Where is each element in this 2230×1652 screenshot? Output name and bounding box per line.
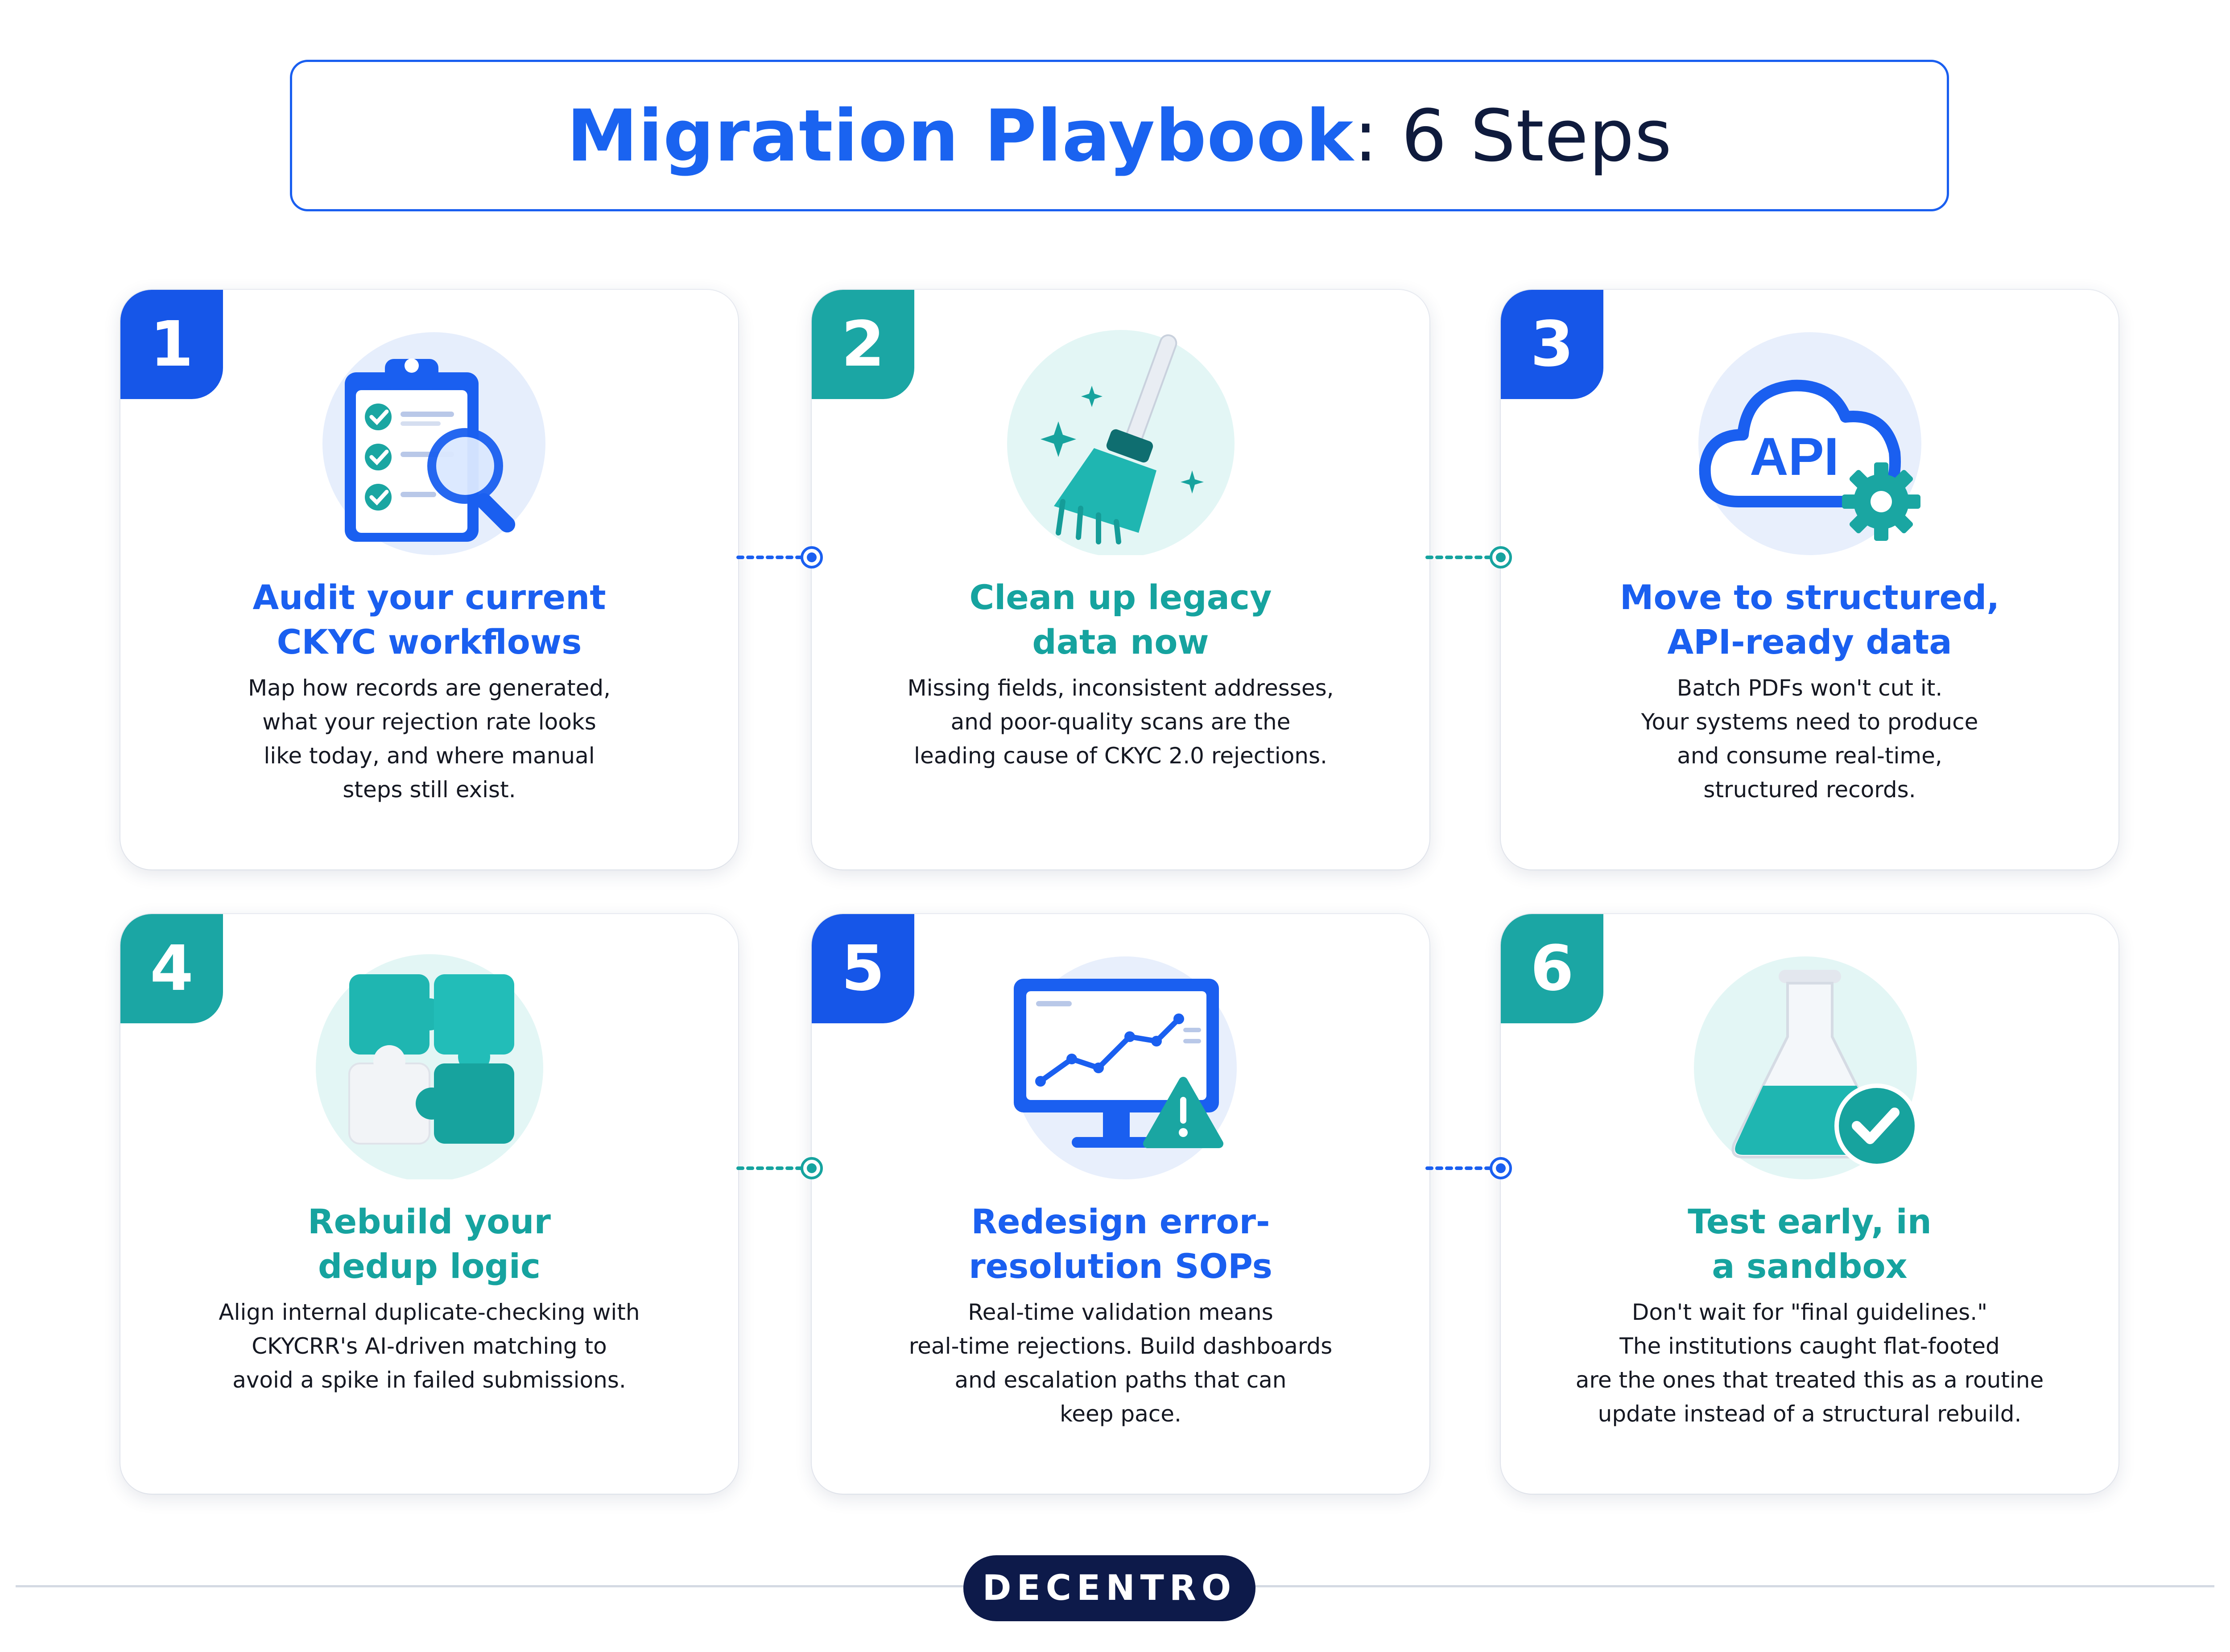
step-number-badge: 5	[812, 914, 914, 1023]
step-card-3	[1501, 290, 2118, 869]
step-title: Test early, in a sandbox	[1688, 1202, 1932, 1286]
step-description: Map how records are generated, what your rejection rate looks like today, and where manual steps still exist.	[248, 675, 611, 803]
page-title-accent: Migration Playbook	[566, 94, 1354, 177]
connector-dotted-4-5	[736, 1155, 825, 1182]
step-number-badge: 3	[1501, 290, 1603, 399]
connector-dotted-1-2	[736, 544, 825, 571]
broom-sparkles-icon	[996, 323, 1246, 555]
step-title: Rebuild your dedup logic	[308, 1202, 551, 1286]
step-card-4	[120, 914, 738, 1494]
step-card-1	[120, 290, 738, 869]
step-card-6	[1501, 914, 2118, 1494]
step-number-badge: 1	[120, 290, 223, 399]
page-title	[567, 94, 1672, 177]
step-description: Batch PDFs won't cut it. Your systems need to produce and consume real-time, structured records.	[1641, 675, 1978, 803]
page-title-rest: : 6 Steps	[1354, 94, 1672, 177]
step-description: Missing fields, inconsistent addresses, and poor-quality scans are the leading cause of CKYC 2.0 rejections.	[907, 675, 1334, 769]
step-description: Align internal duplicate-checking with CKYCRR's AI-driven matching to avoid a spike in failed submissions.	[219, 1299, 640, 1393]
step-card-5	[812, 914, 1429, 1494]
step-description: Don't wait for "final guidelines." The institutions caught flat-footed are the ones that treated this as a routine update instead of a structural rebuild.	[1575, 1299, 2044, 1427]
step-number-badge: 4	[120, 914, 223, 1023]
step-title: Move to structured, API-ready data	[1619, 577, 2000, 662]
step-title: Redesign error- resolution SOPs	[969, 1202, 1272, 1286]
svg-text:API: API	[1749, 427, 1839, 486]
step-title: Audit your current CKYC workflows	[252, 577, 606, 662]
connector-dotted-5-6	[1425, 1155, 1514, 1182]
monitor-warning-icon	[996, 948, 1246, 1179]
puzzle-pieces-icon	[305, 948, 554, 1179]
api-cloud-gear-icon	[1685, 323, 1935, 555]
step-description: Real-time validation means real-time rejections. Build dashboards and escalation paths that can keep pace.	[909, 1299, 1333, 1427]
step-card-2	[812, 290, 1429, 869]
flask-check-icon	[1685, 948, 1935, 1179]
title-box	[290, 60, 1949, 211]
step-number-badge: 2	[812, 290, 914, 399]
decentro-logo: DECENTRO	[963, 1555, 1255, 1621]
step-title: Clean up legacy data now	[969, 577, 1272, 662]
clipboard-checklist-magnifier-icon	[305, 323, 554, 555]
connector-dotted-2-3	[1425, 544, 1514, 571]
step-number-badge: 6	[1501, 914, 1603, 1023]
